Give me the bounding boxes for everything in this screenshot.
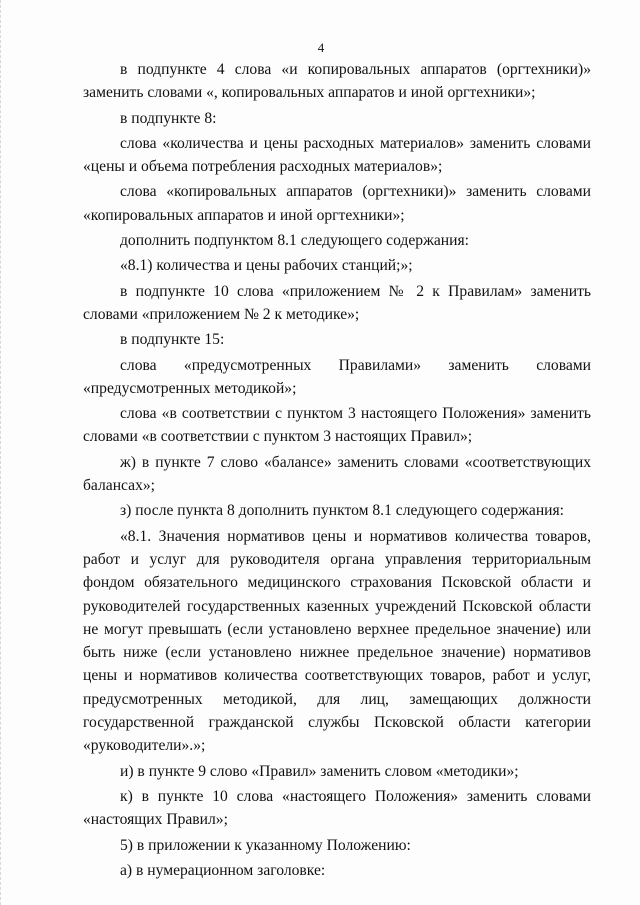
paragraph-4: слова «копировальных аппаратов (оргтехники)» заменить словами «копировальных аппаратов и иной оргтехники»; [83,183,591,224]
paragraph-7: в подпункте 10 слова «приложением № 2 к Правилам» заменить словами «приложением № 2 к методике»; [83,282,591,323]
paragraph-14: и) в пункте 9 слово «Правил» заменить словом «методики»; [120,762,519,780]
paragraph-11: ж) в пункте 7 слово «балансе» заменить словами «соответствующих балансах»; [83,453,591,495]
paragraph-6: «8.1) количества и цены рабочих станций;»; [120,257,413,275]
paragraph-9: слова «предусмотренных Правилами» заменить словами «предусмотренных методикой»; [83,356,591,397]
paragraph-15: к) в пункте 10 слова «настоящего Положения» заменить словами «настоящих Правил»; [83,787,591,829]
paragraph-8: в подпункте 15: [120,331,225,349]
paragraph-10: слова «в соответствии с пунктом 3 настоящего Положения» заменить словами «в соответствии с пунктом 3 настоящих Правил»; [83,405,591,446]
paragraph-12: з) после пункта 8 дополнить пунктом 8.1 следующего содержания: [120,502,565,520]
paragraph-2: в подпункте 8: [120,109,217,127]
paragraph-16: 5) в приложении к указанному Положению: [120,836,411,854]
paragraph-5: дополнить подпунктом 8.1 следующего содержания: [120,232,469,250]
paragraph-13: «8.1. Значения нормативов цены и нормативов количества товаров, работ и услуг для руководителя органа управления территориальным фондом обязательного медицинского страхования Псковской области и руководителей государственных казенных учреждений Псковской области не могут превышать (если установлено верхнее предельное значение) или быть ниже (если установлено нижнее предельное значение) нормативов цены и нормативов количества соответствующих товаров, работ и услуг, предусмотренных методикой, для лиц, замещающих должности государственной гражданской службы Псковской области категории «руководители».»; [83,527,591,755]
page-number: 4 [317,40,325,55]
document-body [83,58,591,882]
paragraph-3: слова «количества и цены расходных материалов» заменить словами «цены и объема потребления расходных материалов»; [83,134,591,176]
paragraph-1: в подпункте 4 слова «и копировальных аппаратов (оргтехники)» заменить словами «, копировальных аппаратов и иной оргтехники»; [83,61,591,102]
paragraph-17: а) в нумерационном заголовке: [120,861,326,879]
